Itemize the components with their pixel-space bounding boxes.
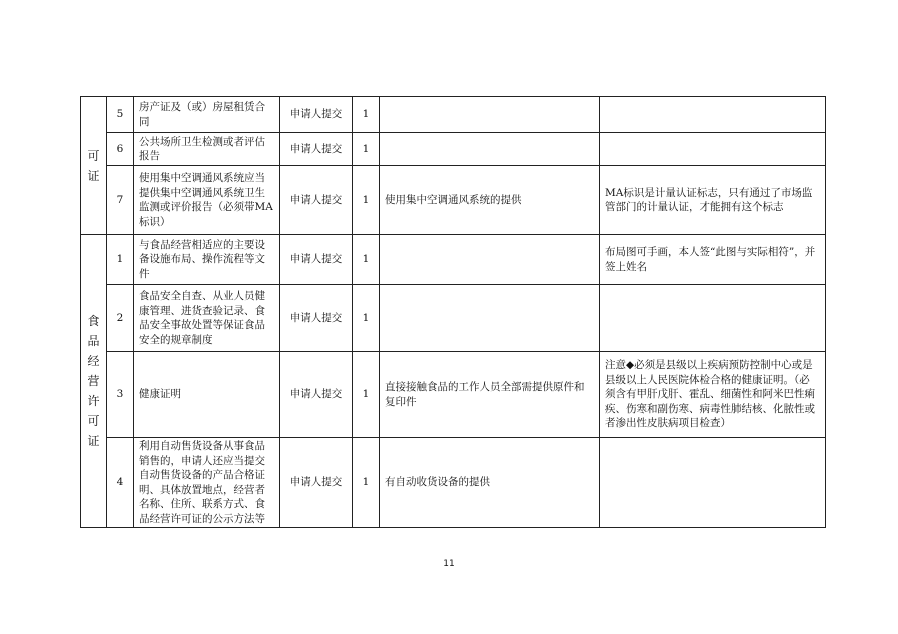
notes-cell: MA标识是计量认证标志，只有通过了市场监管部门的计量认证，才能拥有这个标志	[600, 166, 826, 235]
submitter-cell: 申请人提交	[280, 235, 353, 285]
condition-cell	[380, 235, 600, 285]
category-cell	[81, 235, 107, 528]
table-row	[81, 285, 826, 352]
notes-cell	[600, 133, 826, 166]
table-row	[81, 97, 826, 133]
table-row	[81, 133, 826, 166]
material-cell: 利用自动售货设备从事食品销售的，申请人还应当提交自动售货设备的产品合格证明、具体放置地点，经营者名称、住所、联系方式、食品经营许可证的公示方法等	[134, 438, 280, 528]
copies-cell: 1	[353, 166, 380, 235]
condition-cell: 使用集中空调通风系统的提供	[380, 166, 600, 235]
table-row	[81, 235, 826, 285]
copies-cell: 1	[353, 438, 380, 528]
submitter-cell: 申请人提交	[280, 133, 353, 166]
material-cell: 房产证及（或）房屋租赁合同	[134, 97, 280, 133]
row-number: 3	[107, 352, 134, 438]
condition-cell	[380, 285, 600, 352]
table-row	[81, 166, 826, 235]
copies-cell: 1	[353, 97, 380, 133]
copies-cell: 1	[353, 352, 380, 438]
category-label: 可证	[87, 148, 100, 183]
category-cell	[81, 97, 107, 235]
row-number: 5	[107, 97, 134, 133]
copies-cell: 1	[353, 285, 380, 352]
material-cell: 与食品经营相适应的主要设备设施布局、操作流程等文件	[134, 235, 280, 285]
material-cell: 食品安全自查、从业人员健康管理、进货查验记录、食品安全事故处置等保证食品安全的规章制度	[134, 285, 280, 352]
page-number: 11	[443, 559, 455, 569]
category-label: 食品经营许可证	[87, 314, 100, 448]
table-row	[81, 438, 826, 528]
row-number: 7	[107, 166, 134, 235]
notes-cell	[600, 285, 826, 352]
notes-cell	[600, 438, 826, 528]
submitter-cell: 申请人提交	[280, 285, 353, 352]
submitter-cell: 申请人提交	[280, 97, 353, 133]
copies-cell: 1	[353, 235, 380, 285]
material-cell: 使用集中空调通风系统应当提供集中空调通风系统卫生监测或评价报告（必须带MA标识）	[134, 166, 280, 235]
copies-cell: 1	[353, 133, 380, 166]
submitter-cell: 申请人提交	[280, 166, 353, 235]
row-number: 4	[107, 438, 134, 528]
condition-cell: 有自动收货设备的提供	[380, 438, 600, 528]
notes-cell: 布局图可手画，本人签“此图与实际相符”，并签上姓名	[600, 235, 826, 285]
condition-cell: 直接接触食品的工作人员全部需提供原件和复印件	[380, 352, 600, 438]
material-cell: 健康证明	[134, 352, 280, 438]
condition-cell	[380, 133, 600, 166]
submitter-cell: 申请人提交	[280, 352, 353, 438]
submitter-cell: 申请人提交	[280, 438, 353, 528]
requirements-table	[80, 96, 826, 528]
condition-cell	[380, 97, 600, 133]
row-number: 2	[107, 285, 134, 352]
notes-cell	[600, 97, 826, 133]
notes-cell: 注意◆必须是县级以上疾病预防控制中心或是县级以上人民医院体检合格的健康证明。（必须含有甲肝戊肝、霍乱、细菌性和阿米巴性痢疾、伤寒和副伤寒、病毒性肺结核、化脓性或者渗出性皮肤病项目检查）	[600, 352, 826, 438]
row-number: 1	[107, 235, 134, 285]
material-cell: 公共场所卫生检测或者评估报告	[134, 133, 280, 166]
table-row	[81, 352, 826, 438]
row-number: 6	[107, 133, 134, 166]
